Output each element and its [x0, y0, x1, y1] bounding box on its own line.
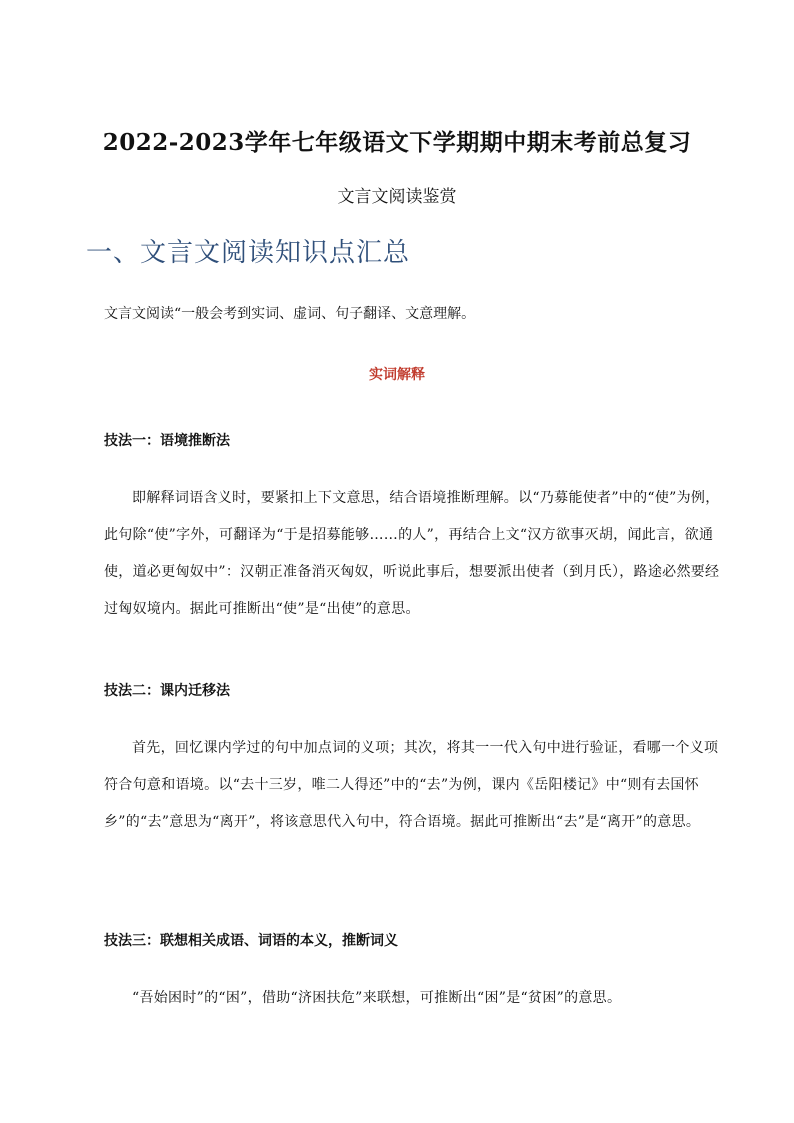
method-3-body: “吾始困时”的“困”，借助“济困扶危”来联想，可推断出“困”是“贫困”的意思。: [132, 990, 622, 1006]
method-1-heading: 技法一：语境推断法: [104, 433, 230, 449]
method-1-body: 即解释词语含义时，要紧扣上下文意思，结合语境推断理解。以“乃募能使者”中的“使”为例，此句除“使”字外，可翻译为“于是招募能够……的人”，再结合上文“汉方欲事灭胡，闻此言，欲通使，道必更匈奴中”：汉朝正准备消灭匈奴，听说此事后，想要派出使者（到月氏），路途必然要经过匈奴境内。据此可推断出“使”是“出使”的意思。: [104, 490, 720, 617]
intro-paragraph: 文言文阅读“一般会考到实词、虚词、句子翻译、文意理解。: [104, 306, 476, 322]
subheading-shici: 实词解释: [369, 367, 425, 383]
document-title: 2022-2023学年七年级语文下学期期中期末考前总复习: [102, 129, 692, 156]
section-heading: 一、文言文阅读知识点汇总: [86, 238, 411, 268]
method-3-heading: 技法三：联想相关成语、词语的本义，推断词义: [104, 933, 398, 949]
method-2-body: 首先，回忆课内学过的句中加点词的义项；其次，将其一一代入句中进行验证，看哪一个义项符合句意和语境。以“去十三岁，唯二人得还”中的“去”为例，课内《岳阳楼记》中“则有去国怀乡”的“去”意思为“离开”，将该意思代入句中，符合语境。据此可推断出“去”是“离开”的意思。: [104, 740, 719, 830]
method-2-heading: 技法二：课内迁移法: [104, 683, 230, 699]
document-subtitle: 文言文阅读鉴赏: [337, 187, 457, 207]
